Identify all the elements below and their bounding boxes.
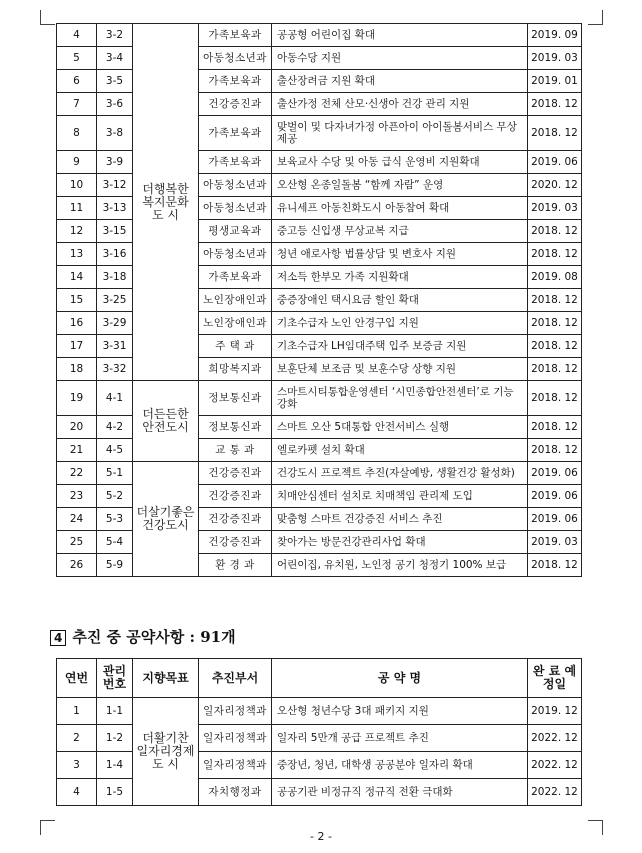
row-no: 16 bbox=[57, 312, 97, 335]
row-no: 25 bbox=[57, 531, 97, 554]
row-date: 2018. 12 bbox=[528, 554, 582, 577]
row-id: 5-1 bbox=[97, 462, 133, 485]
row-no: 8 bbox=[57, 116, 97, 151]
row-title: 치매안심센터 설치로 치매책임 관리제 도입 bbox=[272, 485, 528, 508]
row-id: 1-1 bbox=[97, 698, 133, 725]
row-dept: 건강증진과 bbox=[199, 462, 272, 485]
row-title: 엘로카펫 설치 확대 bbox=[272, 439, 528, 462]
row-dept: 아동청소년과 bbox=[199, 197, 272, 220]
row-date: 2019. 09 bbox=[528, 24, 582, 47]
row-title: 출산장려금 지원 확대 bbox=[272, 70, 528, 93]
row-id: 3-2 bbox=[97, 24, 133, 47]
row-dept: 노인장애인과 bbox=[199, 312, 272, 335]
row-no: 12 bbox=[57, 220, 97, 243]
row-date: 2022. 12 bbox=[528, 779, 582, 806]
row-title: 기초수급자 노인 안경구입 지원 bbox=[272, 312, 528, 335]
row-id: 4-5 bbox=[97, 439, 133, 462]
row-dept: 희망복지과 bbox=[199, 358, 272, 381]
row-title: 중고등 신입생 무상교복 지급 bbox=[272, 220, 528, 243]
row-date: 2018. 12 bbox=[528, 439, 582, 462]
row-date: 2019. 03 bbox=[528, 47, 582, 70]
row-id: 3-8 bbox=[97, 116, 133, 151]
row-id: 5-2 bbox=[97, 485, 133, 508]
header-dept: 추진부서 bbox=[199, 659, 272, 698]
row-no: 15 bbox=[57, 289, 97, 312]
row-date: 2018. 12 bbox=[528, 358, 582, 381]
row-no: 13 bbox=[57, 243, 97, 266]
crop-mark-top-left bbox=[40, 10, 55, 25]
row-dept: 아동청소년과 bbox=[199, 243, 272, 266]
row-title: 보육교사 수당 및 아동 급식 운영비 지원확대 bbox=[272, 151, 528, 174]
row-id: 3-4 bbox=[97, 47, 133, 70]
row-id: 5-4 bbox=[97, 531, 133, 554]
row-id: 4-2 bbox=[97, 416, 133, 439]
row-id: 3-9 bbox=[97, 151, 133, 174]
page-number: - 2 - bbox=[310, 830, 332, 843]
header-id: 관리 번호 bbox=[97, 659, 133, 698]
row-date: 2019. 06 bbox=[528, 508, 582, 531]
row-date: 2019. 06 bbox=[528, 462, 582, 485]
row-date: 2018. 12 bbox=[528, 289, 582, 312]
row-id: 3-13 bbox=[97, 197, 133, 220]
row-title: 공공기관 비정규직 정규직 전환 극대화 bbox=[272, 779, 528, 806]
row-dept: 아동청소년과 bbox=[199, 174, 272, 197]
goal-cell: 더활기찬 일자리경제 도 시 bbox=[133, 698, 199, 806]
row-id: 3-15 bbox=[97, 220, 133, 243]
row-dept: 건강증진과 bbox=[199, 508, 272, 531]
row-id: 3-29 bbox=[97, 312, 133, 335]
row-title: 아동수당 지원 bbox=[272, 47, 528, 70]
row-no: 23 bbox=[57, 485, 97, 508]
row-id: 4-1 bbox=[97, 381, 133, 416]
row-date: 2018. 12 bbox=[528, 243, 582, 266]
pledge-table-completed bbox=[56, 23, 582, 577]
row-date: 2020. 12 bbox=[528, 174, 582, 197]
section-heading bbox=[50, 626, 236, 647]
row-no: 10 bbox=[57, 174, 97, 197]
row-id: 1-2 bbox=[97, 725, 133, 752]
row-date: 2019. 03 bbox=[528, 197, 582, 220]
header-date: 완 료 예정일 bbox=[528, 659, 582, 698]
row-title: 공공형 어린이집 확대 bbox=[272, 24, 528, 47]
row-id: 3-31 bbox=[97, 335, 133, 358]
row-no: 4 bbox=[57, 24, 97, 47]
row-no: 4 bbox=[57, 779, 97, 806]
row-dept: 가족보육과 bbox=[199, 70, 272, 93]
row-title: 오산형 청년수당 3대 패키지 지원 bbox=[272, 698, 528, 725]
row-no: 22 bbox=[57, 462, 97, 485]
row-dept: 일자리정책과 bbox=[199, 752, 272, 779]
table-row bbox=[57, 381, 582, 416]
row-dept: 주 택 과 bbox=[199, 335, 272, 358]
row-id: 1-4 bbox=[97, 752, 133, 779]
row-id: 3-25 bbox=[97, 289, 133, 312]
row-no: 14 bbox=[57, 266, 97, 289]
row-dept: 가족보육과 bbox=[199, 151, 272, 174]
goal-cell: 더살기좋은 건강도시 bbox=[133, 462, 199, 577]
row-no: 7 bbox=[57, 93, 97, 116]
row-date: 2022. 12 bbox=[528, 752, 582, 779]
row-date: 2018. 12 bbox=[528, 381, 582, 416]
row-id: 3-6 bbox=[97, 93, 133, 116]
row-no: 2 bbox=[57, 725, 97, 752]
table-header-row bbox=[57, 659, 582, 698]
crop-mark-top-right bbox=[588, 10, 603, 25]
row-id: 3-18 bbox=[97, 266, 133, 289]
row-no: 19 bbox=[57, 381, 97, 416]
table-row bbox=[57, 698, 582, 725]
row-title: 보훈단체 보조금 및 보훈수당 상향 지원 bbox=[272, 358, 528, 381]
row-dept: 노인장애인과 bbox=[199, 289, 272, 312]
row-no: 3 bbox=[57, 752, 97, 779]
row-title: 어린이집, 유치원, 노인정 공기 청정기 100% 보급 bbox=[272, 554, 528, 577]
goal-cell: 더행복한 복지문화 도 시 bbox=[133, 24, 199, 381]
row-title: 일자리 5만개 공급 프로젝트 추진 bbox=[272, 725, 528, 752]
row-no: 6 bbox=[57, 70, 97, 93]
row-date: 2018. 12 bbox=[528, 220, 582, 243]
row-title: 맞벌이 및 다자녀가정 아픈아이 아이돌봄서비스 무상제공 bbox=[272, 116, 528, 151]
row-dept: 건강증진과 bbox=[199, 93, 272, 116]
row-date: 2018. 12 bbox=[528, 116, 582, 151]
row-title: 오산형 온종일돌봄 “함께 자람” 운영 bbox=[272, 174, 528, 197]
row-date: 2018. 12 bbox=[528, 312, 582, 335]
row-dept: 가족보육과 bbox=[199, 116, 272, 151]
row-no: 11 bbox=[57, 197, 97, 220]
row-title: 유니세프 아동친화도시 아동참여 확대 bbox=[272, 197, 528, 220]
row-date: 2019. 12 bbox=[528, 698, 582, 725]
row-no: 21 bbox=[57, 439, 97, 462]
row-dept: 가족보육과 bbox=[199, 266, 272, 289]
pledge-table-in-progress bbox=[56, 658, 582, 806]
row-dept: 건강증진과 bbox=[199, 531, 272, 554]
row-dept: 정보통신과 bbox=[199, 381, 272, 416]
row-title: 청년 애로사항 법률상담 및 변호사 지원 bbox=[272, 243, 528, 266]
row-dept: 환 경 과 bbox=[199, 554, 272, 577]
section-title: 추진 중 공약사항 : 91개 bbox=[72, 628, 236, 646]
row-dept: 일자리정책과 bbox=[199, 698, 272, 725]
row-id: 1-5 bbox=[97, 779, 133, 806]
row-date: 2018. 12 bbox=[528, 335, 582, 358]
row-title: 건강도시 프로젝트 추진(자살예방, 생활건강 활성화) bbox=[272, 462, 528, 485]
row-id: 3-12 bbox=[97, 174, 133, 197]
row-dept: 평생교육과 bbox=[199, 220, 272, 243]
row-no: 5 bbox=[57, 47, 97, 70]
row-dept: 자치행정과 bbox=[199, 779, 272, 806]
header-title: 공 약 명 bbox=[272, 659, 528, 698]
row-no: 9 bbox=[57, 151, 97, 174]
row-title: 스마트시티통합운영센터 ‘시민종합안전센터’로 기능 강화 bbox=[272, 381, 528, 416]
row-title: 중장년, 청년, 대학생 공공분야 일자리 확대 bbox=[272, 752, 528, 779]
section-number: 4 bbox=[50, 630, 66, 646]
row-title: 기초수급자 LH임대주택 입주 보증금 지원 bbox=[272, 335, 528, 358]
row-id: 3-16 bbox=[97, 243, 133, 266]
row-title: 출산가정 전체 산모·신생아 건강 관리 지원 bbox=[272, 93, 528, 116]
row-no: 17 bbox=[57, 335, 97, 358]
row-date: 2018. 12 bbox=[528, 416, 582, 439]
row-date: 2019. 01 bbox=[528, 70, 582, 93]
row-dept: 아동청소년과 bbox=[199, 47, 272, 70]
row-dept: 가족보육과 bbox=[199, 24, 272, 47]
row-title: 맞춤형 스마트 건강증진 서비스 추진 bbox=[272, 508, 528, 531]
table-row bbox=[57, 462, 582, 485]
row-date: 2019. 03 bbox=[528, 531, 582, 554]
row-title: 중증장애인 택시요금 할인 확대 bbox=[272, 289, 528, 312]
row-no: 18 bbox=[57, 358, 97, 381]
table-row bbox=[57, 24, 582, 47]
row-no: 20 bbox=[57, 416, 97, 439]
row-id: 5-9 bbox=[97, 554, 133, 577]
row-title: 저소득 한부모 가족 지원확대 bbox=[272, 266, 528, 289]
row-title: 스마트 오산 5대통합 안전서비스 실행 bbox=[272, 416, 528, 439]
row-dept: 일자리정책과 bbox=[199, 725, 272, 752]
row-date: 2019. 06 bbox=[528, 151, 582, 174]
header-goal: 지향목표 bbox=[133, 659, 199, 698]
row-id: 3-32 bbox=[97, 358, 133, 381]
row-title: 찾아가는 방문건강관리사업 확대 bbox=[272, 531, 528, 554]
row-dept: 정보통신과 bbox=[199, 416, 272, 439]
row-no: 26 bbox=[57, 554, 97, 577]
row-date: 2019. 06 bbox=[528, 485, 582, 508]
row-id: 3-5 bbox=[97, 70, 133, 93]
row-id: 5-3 bbox=[97, 508, 133, 531]
row-date: 2022. 12 bbox=[528, 725, 582, 752]
row-no: 1 bbox=[57, 698, 97, 725]
row-dept: 교 통 과 bbox=[199, 439, 272, 462]
row-dept: 건강증진과 bbox=[199, 485, 272, 508]
row-no: 24 bbox=[57, 508, 97, 531]
header-no: 연번 bbox=[57, 659, 97, 698]
goal-cell: 더든든한 안전도시 bbox=[133, 381, 199, 462]
row-date: 2018. 12 bbox=[528, 93, 582, 116]
row-date: 2019. 08 bbox=[528, 266, 582, 289]
